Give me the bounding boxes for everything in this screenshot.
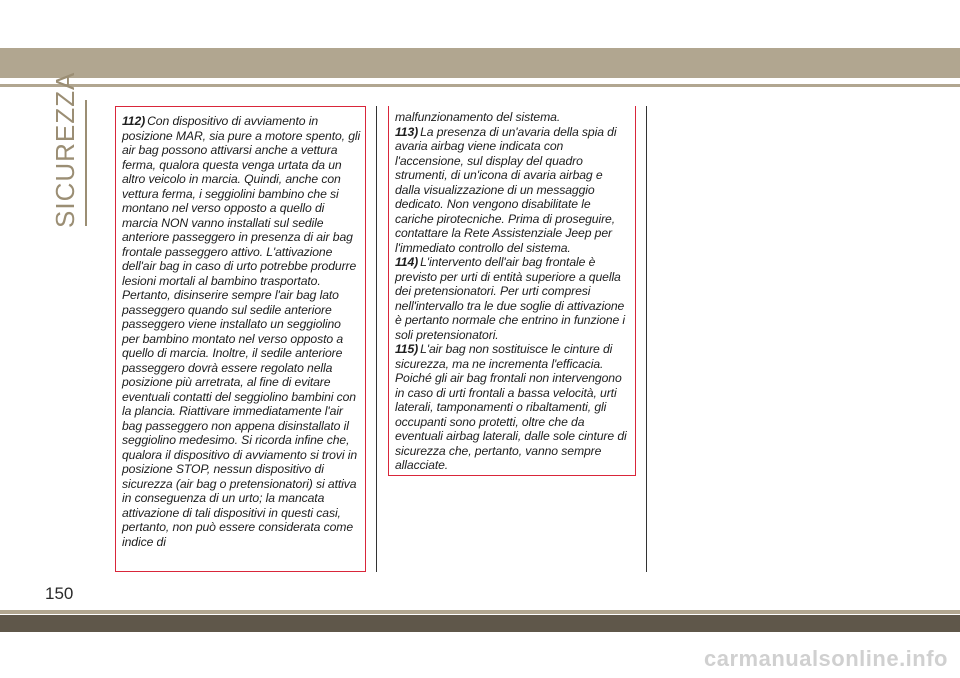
warning-text: L'intervento dell'air bag frontale è previsto per urti di entità superiore a quella dei pretensionatori. Per urti compresi nell'intervallo tra le due soglie di attivazione è pertanto normale che entrino in funzione i soli pretensionatori. bbox=[395, 255, 626, 342]
header-band bbox=[0, 48, 960, 78]
column-divider-right bbox=[646, 106, 647, 572]
column-divider-left bbox=[376, 106, 377, 572]
warning-115 bbox=[395, 342, 631, 473]
warning-number: 115) bbox=[395, 342, 419, 356]
continued-text: malfunzionamento del sistema. bbox=[395, 110, 561, 124]
warning-number: 113) bbox=[395, 124, 419, 139]
warning-text: L'air bag non sostituisce le cinture di sicurezza, ma ne incrementa l'efficacia. Poiché gli air bag frontali non intervengono in caso di urti frontali a bassa velocità, urti laterali, tamponamenti o ribaltamenti, gli occupanti sono protetti, oltre che da eventuali airbag laterali, dalle sole cinture di sicurezza che, pertanto, vanno sempre allacciate. bbox=[395, 342, 627, 472]
footer-rule bbox=[0, 610, 960, 614]
warning-113 bbox=[395, 125, 631, 256]
warning-112 bbox=[122, 114, 361, 549]
warning-box-right bbox=[388, 106, 636, 476]
warning-text: Con dispositivo di avviamento in posizione MAR, sia pure a motore spento, gli air bag possono attivarsi anche a vettura ferma, qualora questa venga urtata da un altro veicolo in marcia. Quindi, anche con vettura ferma, i seggiolini bambino che si montano nel verso opposto a quello di marcia NON vanno installati sul sedile anteriore passeggero in presenza di air bag frontale passeggero attivo. L'attivazione dell'air bag in caso di urto potrebbe produrre lesioni mortali al bambino trasportato. Pertanto, disinserire sempre l'air bag lato passeggero quando sul sedile anteriore passeggero viene installato un seggiolino per bambino montato nel verso opposto a quello di marcia. Inoltre, il sedile anteriore passeggero dovrà essere regolato nella posizione più arretrata, al fine di evitare eventuali contatti del seggiolino bambini con la plancia. Riattivare immediatamente l'air bag passeggero non appena disinstallato il seggiolino medesimo. Si ricorda infine che, qualora il dispositivo di avviamento si trovi in posizione STOP, nessun dispositivo di sicurezza (air bag o pretensionatori) si attiva in conseguenza di un urto; la mancata attivazione di tali dispositivi in questi casi, pertanto, non può essere considerata come indice di bbox=[122, 114, 361, 549]
warning-text: La presenza di un'avaria della spia di avaria airbag viene indicata con l'accensione, sul display del quadro strumenti, di un'icona di avaria airbag e dalla visualizzazione di un messaggio dedicato. Non vengono disabilitate le cariche pirotecniche. Prima di proseguire, contattare la Rete Assistenziale Jeep per l'immediato controllo del sistema. bbox=[395, 124, 617, 255]
section-label: SICUREZZA bbox=[50, 71, 80, 228]
warning-box-left bbox=[115, 106, 366, 572]
page-number: 150 bbox=[45, 584, 74, 603]
footer-band bbox=[0, 615, 960, 632]
watermark: carmanualsonline.info bbox=[704, 646, 948, 671]
header-rule bbox=[0, 84, 960, 87]
warning-114 bbox=[395, 255, 631, 342]
section-label-rule bbox=[85, 100, 87, 226]
warning-number: 112) bbox=[122, 114, 146, 128]
warning-number: 114) bbox=[395, 255, 419, 269]
